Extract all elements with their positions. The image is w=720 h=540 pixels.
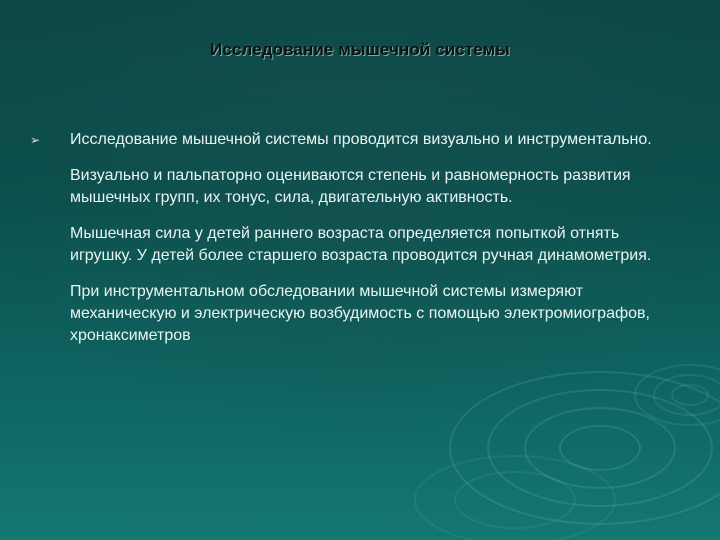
- arrow-bullet-icon: ➢: [30, 133, 41, 147]
- paragraph-text: Визуально и пальпаторно оцениваются степень и равномерность развития мышечных групп, их тонус, сила, двигательную активность.: [70, 167, 631, 206]
- paragraph-text: Исследование мышечной системы проводится визуально и инструментально.: [70, 131, 652, 148]
- slide-content: [30, 129, 670, 347]
- paragraph-text: При инструментальном обследовании мышечной системы измеряют механическую и электрическую возбудимость с помощью электромиографов, хронаксиметров: [70, 283, 650, 344]
- paragraph: [30, 223, 670, 267]
- paragraph: [30, 165, 670, 209]
- bullet-item: [30, 129, 670, 151]
- paragraph: [30, 281, 670, 347]
- slide-title: Исследование мышечной системы: [210, 40, 510, 59]
- paragraph-text: Мышечная сила у детей раннего возраста определяется попыткой отнять игрушку. У детей более старшего возраста проводится ручная динамометрия.: [70, 225, 652, 264]
